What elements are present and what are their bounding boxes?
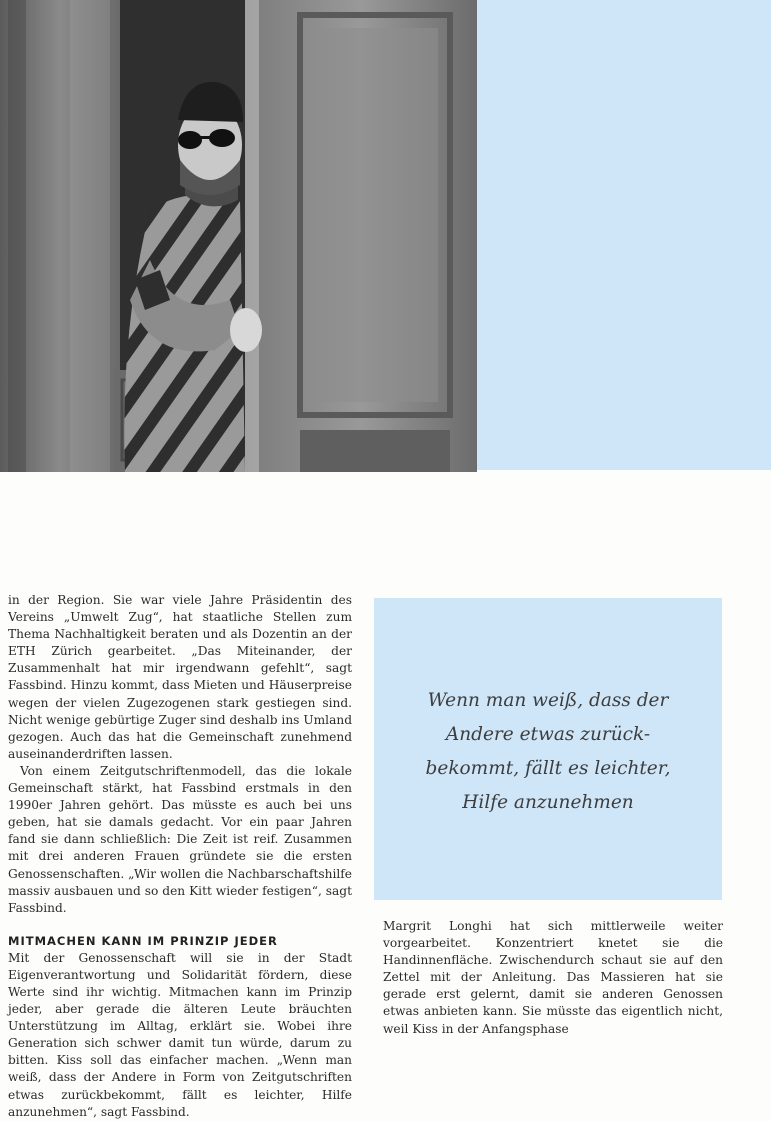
paragraph: in der Region. Sie war viele Jahre Präsidentin des Vereins „Umwelt Zug“, hat staatliche Stellen zum Thema Nachhaltigkeit beraten und als Dozentin an der ETH Zürich gearbeitet. „Das Miteinander, der Zusammenhalt hat mir irgendwann gefehlt“, sagt Fassbind. Hinzu kommt, dass Mieten und Häuserpreise wegen der vielen Zugezogenen stark gestiegen sind. Nicht wenige gebürtige Zuger sind deshalb ins Umland gezogen. Auch das hat die Gemeinschaft zunehmend auseinanderdriften lassen. [8, 593, 352, 761]
portrait-photo-icon [0, 0, 477, 472]
paragraph: Margrit Longhi hat sich mittlerweile weiter vorgearbeitet. Konzentriert knetet sie die Handinnenfläche. Zwischendurch schaut sie auf den Zettel mit der Anleitung. Das Massieren hat sie gerade erst gelernt, damit sie anderen Genossen etwas anbieten kann. Sie müsste das eigentlich nicht, weil Kiss in der Anfangsphase [383, 919, 723, 1036]
pull-quote-line: bekommt, fällt es leichter, [425, 758, 671, 779]
article-right-column [383, 918, 723, 1038]
pull-quote-box [374, 598, 722, 900]
paragraph: Mit der Genossenschaft will sie in der Stadt Eigenverantwortung und Solidarität fördern, diese Werte sind ihr wichtig. Mitmachen kann im Prinzip jeder, aber gerade die älteren Leute bräuchten Unterstützung im Alltag, erklärt sie. Wobei ihre Generation sich schwer damit tun würde, darum zu bitten. Kiss soll das einfacher machen. „Wenn man weiß, dass der Andere in Form von Zeitgutschriften etwas zurückbekommt, fällt es leichter, Hilfe anzunehmen“, sagt Fassbind. [8, 950, 352, 1119]
article-left-column [8, 592, 352, 1121]
pull-quote-line: Hilfe anzunehmen [462, 792, 634, 813]
pull-quote [374, 684, 722, 820]
paragraph: Von einem Zeitgutschriftenmodell, das die lokale Gemeinschaft stärkt, hat Fassbind erstmals in den 1990er Jahren gehört. Das müsste es auch bei uns geben, hat sie damals gedacht. Vor ein paar Jahren fand sie dann schließlich: Die Zeit ist reif. Zusammen mit drei anderen Frauen gründete sie die ersten Genossenschaften. „Wir wollen die Nachbarschaftshilfe massiv ausbauen und so den Kitt wieder festigen“, sagt Fassbind. [8, 763, 352, 915]
pull-quote-line: Wenn man weiß, dass der [427, 690, 669, 711]
pull-quote-line: Andere etwas zurück- [445, 724, 651, 745]
article-photo [0, 0, 477, 472]
decorative-blue-panel [477, 0, 771, 470]
section-heading: MITMACHEN KANN IM PRINZIP JEDER [8, 933, 278, 948]
